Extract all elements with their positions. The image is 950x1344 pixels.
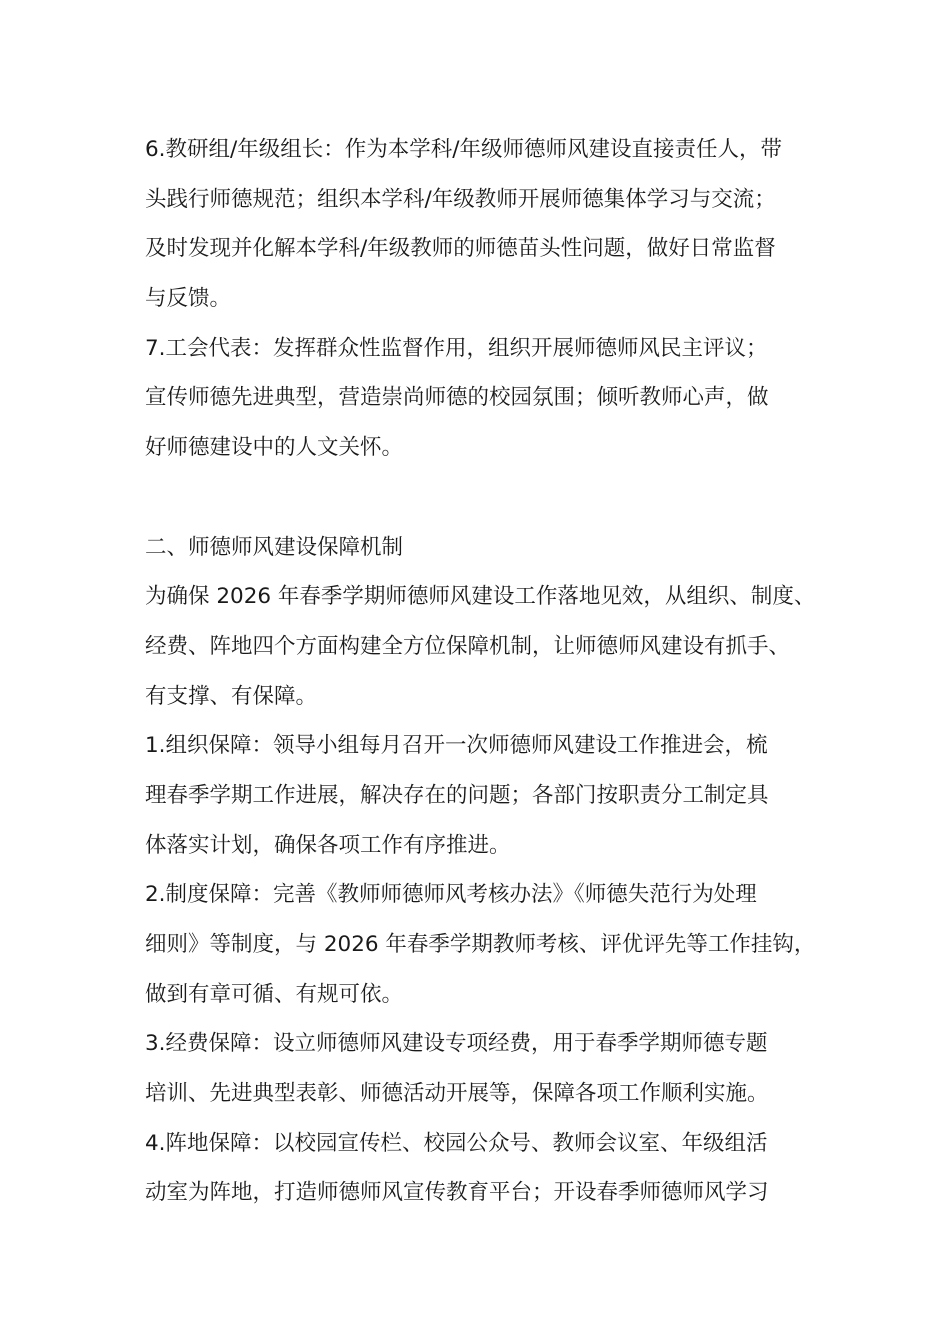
text-line: 培训、先进典型表彰、师德活动开展等，保障各项工作顺利实施。 xyxy=(145,1081,769,1107)
text-line: 宣传师德先进典型，营造崇尚师德的校园氛围；倾听教师心声，做 xyxy=(145,385,769,411)
paragraph-item-7 xyxy=(145,324,835,473)
section-intro-paragraph xyxy=(145,572,835,721)
text-line: 与反馈。 xyxy=(145,286,232,312)
text-line: 及时发现并化解本学科/年级教师的师德苗头性问题，做好日常监督 xyxy=(145,236,776,262)
text-line: 7.工会代表：发挥群众性监督作用，组织开展师德师风民主评议； xyxy=(145,335,768,361)
text-line: 做到有章可循、有规可依。 xyxy=(145,981,404,1007)
text-line: 好师德建设中的人文关怀。 xyxy=(145,435,404,461)
text-line: 1.组织保障：领导小组每月召开一次师德师风建设工作推进会，梳 xyxy=(145,733,768,759)
paragraph-system-guarantee xyxy=(145,870,835,1019)
text-line: 2.制度保障：完善《教师师德师风考核办法》《师德失范行为处理 xyxy=(145,882,757,908)
text-line: 经费、阵地四个方面构建全方位保障机制，让师德师风建设有抓手、 xyxy=(145,633,791,659)
text-line: 为确保 2026 年春季学期师德师风建设工作落地见效，从组织、制度、 xyxy=(145,584,816,610)
text-line: 3.经费保障：设立师德师风建设专项经费，用于春季学期师德专题 xyxy=(145,1031,768,1057)
blank-line xyxy=(145,473,835,523)
text-line: 理春季学期工作进展，解决存在的问题；各部门按职责分工制定具 xyxy=(145,782,769,808)
paragraph-venue-guarantee xyxy=(145,1119,835,1218)
section-heading xyxy=(145,523,835,573)
text-line: 4.阵地保障：以校园宣传栏、校园公众号、教师会议室、年级组活 xyxy=(145,1130,768,1156)
text-line: 细则》等制度，与 2026 年春季学期教师考核、评优评先等工作挂钩， xyxy=(145,932,816,957)
document-body xyxy=(145,125,835,1218)
text-line: 动室为阵地，打造师德师风宣传教育平台；开设春季师德师风学习 xyxy=(145,1180,769,1206)
paragraph-organization-guarantee xyxy=(145,721,835,870)
text-line: 有支撑、有保障。 xyxy=(145,683,318,709)
text-line: 头践行师德规范；组织本学科/年级教师开展师德集体学习与交流； xyxy=(145,186,776,212)
text-line: 体落实计划，确保各项工作有序推进。 xyxy=(145,832,511,858)
paragraph-funding-guarantee xyxy=(145,1019,835,1118)
section-heading-text: 二、师德师风建设保障机制 xyxy=(145,534,404,560)
text-line: 6.教研组/年级组长：作为本学科/年级师德师风建设直接责任人，带 xyxy=(145,137,783,162)
paragraph-item-6 xyxy=(145,125,835,324)
